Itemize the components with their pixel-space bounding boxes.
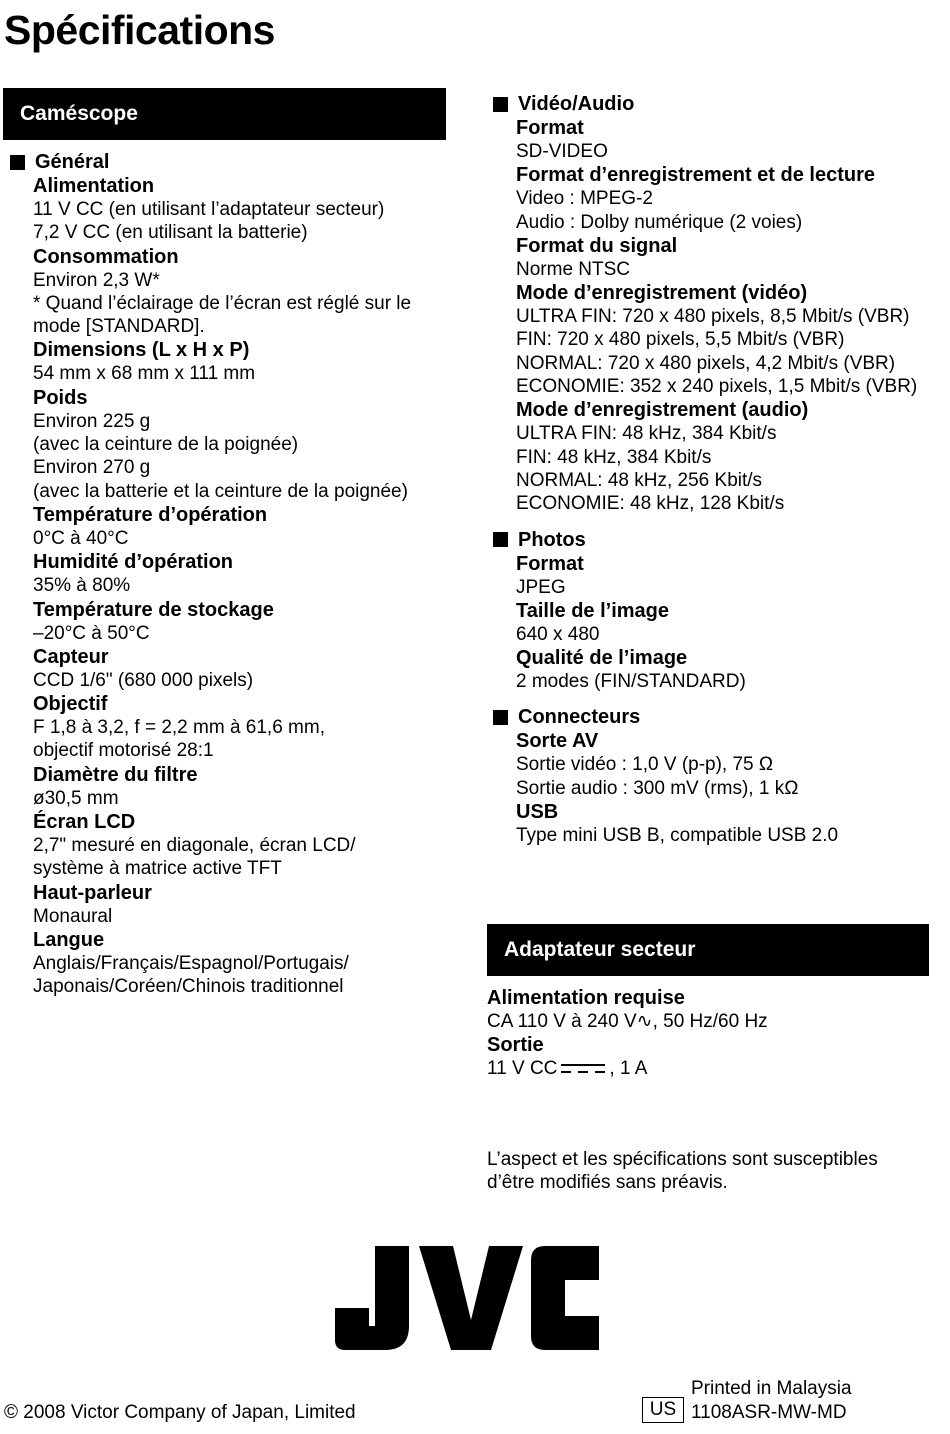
spec-label: Taille de l’image [516,599,670,622]
spec-item [516,800,941,847]
spec-value: –20°C à 50°C [33,622,150,644]
spec-label: Format [516,117,584,139]
spec-value: Type mini USB B, compatible USB 2.0 [516,825,839,847]
print-info: Printed in Malaysia 1108ASR-MW-MD [691,1378,852,1423]
spec-item [516,552,941,599]
spec-section [491,528,941,694]
adapter-output-value [487,1057,927,1080]
spec-item [516,163,941,234]
spec-label: Sorte AV [516,730,599,753]
right-column [491,92,941,859]
square-bullet-icon [493,532,508,547]
spec-item [33,386,448,503]
spec-item [33,338,448,385]
spec-item [516,729,941,800]
spec-label: Consommation [33,245,179,268]
spec-section [8,150,448,999]
jvc-logo [335,1246,599,1350]
spec-value: ULTRA FIN: 48 kHz, 384 Kbit/s FIN: 48 kHz, 384 Kbit/s NORMAL: 48 kHz, 256 Kbit/s ECONOMIE: 48 kHz, 128 Kbit/s [516,423,785,515]
spec-value: ø30,5 mm [33,787,119,809]
square-bullet-icon [493,710,508,725]
spec-item [516,281,941,398]
section-heading-text: Général [35,151,110,173]
disclaimer: L’aspect et les spécifications sont susceptibles d’être modifiés sans préavis. [487,1149,878,1193]
spec-section [491,705,941,847]
spec-label: Poids [33,386,88,409]
spec-item [33,550,448,597]
spec-item [33,928,448,999]
spec-item [33,881,448,928]
adapter-power-value: CA 110 V à 240 V∿, 50 Hz/60 Hz [487,1011,768,1032]
spec-value: Environ 225 g (avec la ceinture de la poignée) Environ 270 g (avec la batterie et la ceinture de la poignée) [33,410,408,502]
spec-value: CCD 1/6" (680 000 pixels) [33,669,254,691]
spec-value: 54 mm x 68 mm x 111 mm [33,363,256,385]
spec-item [33,810,448,881]
spec-value: Monaural [33,905,113,927]
section-heading [491,705,941,729]
spec-label: Format [516,552,584,575]
section-heading [8,150,448,174]
spec-value: Sortie vidéo : 1,0 V (p-p), 75 Ω Sortie audio : 300 mV (rms), 1 kΩ [516,754,799,799]
spec-value: JPEG [516,576,566,598]
spec-value: 640 x 480 [516,623,600,645]
spec-value: Anglais/Français/Espagnol/Portugais/ Japonais/Coréen/Chinois traditionnel [33,952,349,998]
adapter-banner: Adaptateur secteur [487,924,929,976]
spec-label: Écran LCD [33,811,136,834]
spec-label: Mode d’enregistrement (vidéo) [516,282,808,305]
region-badge: US [642,1397,684,1423]
dc-symbol-icon [561,1063,605,1075]
spec-item [33,503,448,550]
spec-item [33,598,448,645]
spec-value: F 1,8 à 3,2, f = 2,2 mm à 61,6 mm, objectif motorisé 28:1 [33,717,325,762]
spec-value: 2,7" mesuré en diagonale, écran LCD/ système à matrice active TFT [33,835,356,880]
spec-item [33,763,448,810]
spec-label: Objectif [33,693,108,716]
section-heading [491,92,941,116]
spec-label: Format du signal [516,234,678,257]
spec-value: 11 V CC (en utilisant l’adaptateur secteur) 7,2 V CC (en utilisant la batterie) [33,199,385,244]
square-bullet-icon [493,97,508,112]
spec-item [516,116,941,163]
spec-value: Environ 2,3 W* * Quand l’éclairage de l’écran est réglé sur le mode [STANDARD]. [33,269,412,338]
spec-item [516,646,941,693]
spec-label: USB [516,801,559,824]
adapter-output-label: Sortie [487,1034,544,1057]
section-heading-text: Vidéo/Audio [518,93,635,115]
left-column [8,150,448,1011]
spec-label: Température d’opération [33,503,268,526]
spec-label: Alimentation [33,175,155,197]
section-heading-text: Connecteurs [518,706,641,729]
spec-item [516,599,941,646]
adapter-power-label: Alimentation requise [487,987,685,1009]
spec-item [516,398,941,515]
spec-label: Format d’enregistrement et de lecture [516,164,875,187]
spec-item [33,692,448,763]
spec-label: Mode d’enregistrement (audio) [516,399,809,422]
spec-label: Température de stockage [33,598,274,621]
spec-section [491,92,941,516]
camcorder-banner: Caméscope [3,88,446,140]
section-heading-text: Photos [518,528,586,551]
spec-label: Haut-parleur [33,881,152,904]
spec-item [33,174,448,245]
section-heading [491,528,941,552]
square-bullet-icon [10,155,25,170]
adapter-specs [487,986,927,1081]
spec-value: 2 modes (FIN/STANDARD) [516,671,746,693]
spec-value: 35% à 80% [33,575,131,597]
spec-item [33,245,448,339]
spec-label: Capteur [33,645,109,668]
spec-label: Dimensions (L x H x P) [33,339,250,362]
spec-value: SD-VIDEO [516,141,608,162]
adapter-output-suffix: , 1 A [609,1058,648,1080]
spec-label: Humidité d’opération [33,551,233,574]
spec-label: Qualité de l’image [516,647,688,670]
spec-value: ULTRA FIN: 720 x 480 pixels, 8,5 Mbit/s (VBR) FIN: 720 x 480 pixels, 5,5 Mbit/s (VBR) NORMAL: 720 x 480 pixels, 4,2 Mbit/s (VBR) ECONOMIE: 352 x 240 pixels, 1,5 Mbit/s (VBR) [516,306,918,398]
spec-label: Langue [33,928,105,951]
spec-label: Diamètre du filtre [33,763,198,786]
spec-value: Norme NTSC [516,258,631,280]
spec-value: 0°C à 40°C [33,527,129,549]
copyright: © 2008 Victor Company of Japan, Limited [4,1402,356,1423]
page-title: Spécifications [4,7,275,53]
adapter-output-prefix: 11 V CC [487,1058,558,1080]
spec-item [516,234,941,281]
spec-value: Video : MPEG-2 Audio : Dolby numérique (2 voies) [516,188,803,233]
spec-item [33,645,448,692]
